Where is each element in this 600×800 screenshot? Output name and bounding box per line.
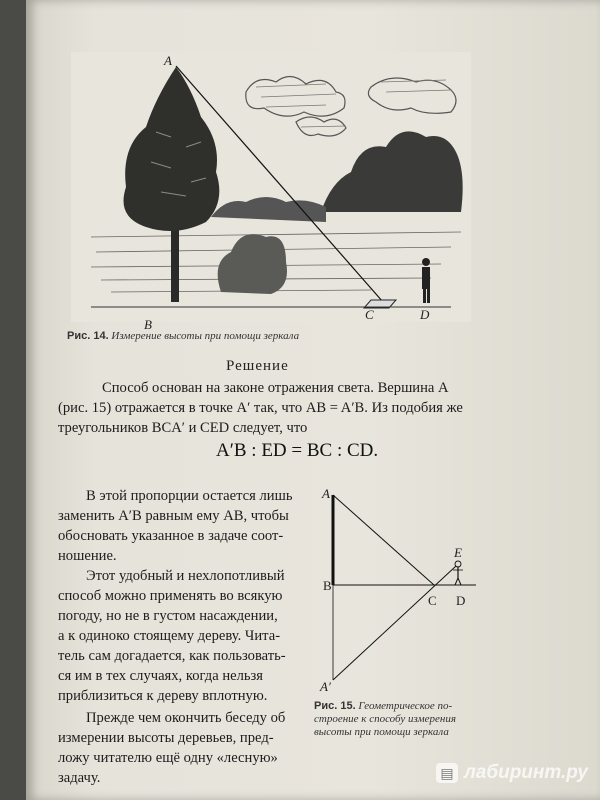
figure-14-caption-label: Рис. 14. <box>67 330 109 342</box>
labirint-logo-icon: ▤ <box>436 763 458 783</box>
figure-15-caption-line-3: высоты при помощи зеркала <box>314 726 449 738</box>
proportion-formula: A′B : ED = BC : CD. <box>216 440 379 461</box>
fig14-label-A: A <box>164 53 172 68</box>
paragraph-2-line-4: ношение. <box>58 548 117 564</box>
paragraph-4-line-1: Прежде чем окончить беседу об <box>86 710 286 726</box>
paragraph-3-line-1: Этот удобный и нехлопотливый <box>86 568 285 584</box>
fig14-label-C: C <box>365 307 374 322</box>
paragraph-3-line-7: приблизиться к дереву вплотную. <box>58 688 268 704</box>
fig15-label-C: C <box>428 593 437 608</box>
paragraph-2-line-3: обосновать указанное в задаче соот- <box>58 528 284 544</box>
paragraph-2-line-1: В этой пропорции остается лишь <box>86 488 293 504</box>
figure-15-caption <box>314 700 504 739</box>
paragraph-3-line-3: погоду, но не в густом насаждении, <box>58 608 278 624</box>
fig15-label-B: B <box>323 578 332 593</box>
fig15-label-E: E <box>454 545 462 560</box>
figure-15-caption-line-1: Геометрическое по- <box>358 700 453 712</box>
paragraph-4-line-4: задачу. <box>58 770 101 786</box>
fig14-label-D: D <box>420 307 430 322</box>
figure-15-diagram <box>316 490 486 690</box>
fig15-label-A-prime: A′ <box>320 679 331 694</box>
paragraph-1-line-3: треугольников BCA′ и CED следует, что <box>58 420 308 436</box>
fig15-label-D: D <box>456 593 466 608</box>
paragraph-3-line-2: способ можно применять во всякую <box>58 588 283 604</box>
paragraph-3-line-4: а к одиноко стоящему дереву. Чита- <box>58 628 281 644</box>
paragraph-1 <box>76 378 490 398</box>
paragraph-1-line-1: Способ основан на законе отражения света. Вершина A <box>102 380 449 396</box>
figure-14-illustration <box>71 52 471 322</box>
paragraph-2 <box>58 486 334 566</box>
paragraph-4-line-3: ложу читателю ещё одну «лесную» <box>58 750 278 766</box>
paragraph-1-cont <box>58 398 490 438</box>
paragraph-1-line-2: (рис. 15) отражается в точке A′ так, что AB = A′B. Из подобия же <box>58 400 463 416</box>
fig15-label-A: A <box>322 486 330 501</box>
figure-14-caption-text: Измерение высоты при помощи зеркала <box>111 330 300 342</box>
section-heading: Решение <box>226 358 289 374</box>
paragraph-4-line-2: измерении высоты деревьев, пред- <box>58 730 274 746</box>
figure-15-caption-label: Рис. 15. <box>314 700 356 712</box>
paragraph-3-line-6: ся им в тех случаях, когда нельзя <box>58 668 264 684</box>
figure-15-caption-line-2: строение к способу измерения <box>314 713 456 725</box>
paragraph-3-line-5: тель сам догадается, как пользовать- <box>58 648 286 664</box>
watermark <box>436 762 588 784</box>
paragraph-4 <box>58 708 334 788</box>
paragraph-3 <box>58 566 334 706</box>
fig14-label-B: B <box>144 317 152 332</box>
figure-14-caption <box>67 330 299 343</box>
book-page <box>26 0 600 800</box>
paragraph-2-line-2: заменить A′B равным ему AB, чтобы <box>58 508 289 524</box>
watermark-text: лабиринт.ру <box>463 762 588 783</box>
